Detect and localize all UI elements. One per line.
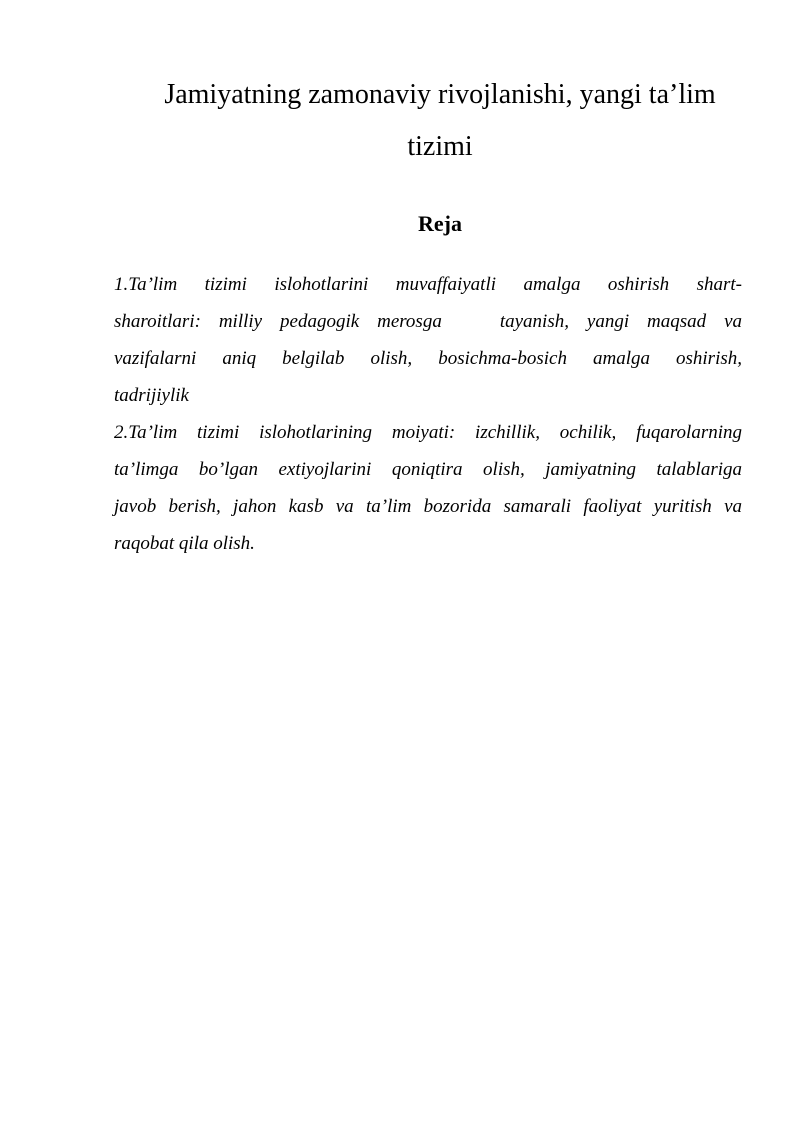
plan-list (114, 266, 742, 562)
plan-item-1-line-4: tadrijiylik (114, 385, 189, 406)
document-title-line-2: tizimi (407, 131, 473, 162)
plan-item-2-line-1: 2.Ta’lim tizimi islohotlarining moiyati: izchillik, ochilik, fuqarolarning (114, 422, 742, 443)
plan-item-1-line-2b: tayanish, yangi maqsad va (499, 311, 742, 332)
plan-item-2-line-3: javob berish, jahon kasb va ta’lim bozorida samarali faoliyat yuritish va (114, 496, 742, 517)
plan-item-1-line-1: 1.Ta’lim tizimi islohotlarini muvaffaiyatli amalga oshirish shart- (114, 274, 742, 295)
plan-item-1 (114, 266, 742, 414)
plan-item-2 (114, 414, 742, 562)
plan-item-1-line-3: vazifalarni aniq belgilab olish, bosichma-bosich amalga oshirish, (114, 348, 742, 369)
plan-item-2-line-2: ta’limga bo’lgan extiyojlarini qoniqtira olish, jamiyatning talablariga (114, 459, 742, 480)
section-heading: Reja (418, 211, 462, 236)
plan-item-1-line-2 (114, 303, 742, 340)
document-title-line-1: Jamiyatning zamonaviy rivojlanishi, yangi ta’lim (164, 79, 716, 110)
plan-item-1-line-2a: sharoitlari: milliy pedagogik merosga (114, 311, 442, 332)
plan-item-2-line-4: raqobat qila olish. (114, 533, 255, 554)
